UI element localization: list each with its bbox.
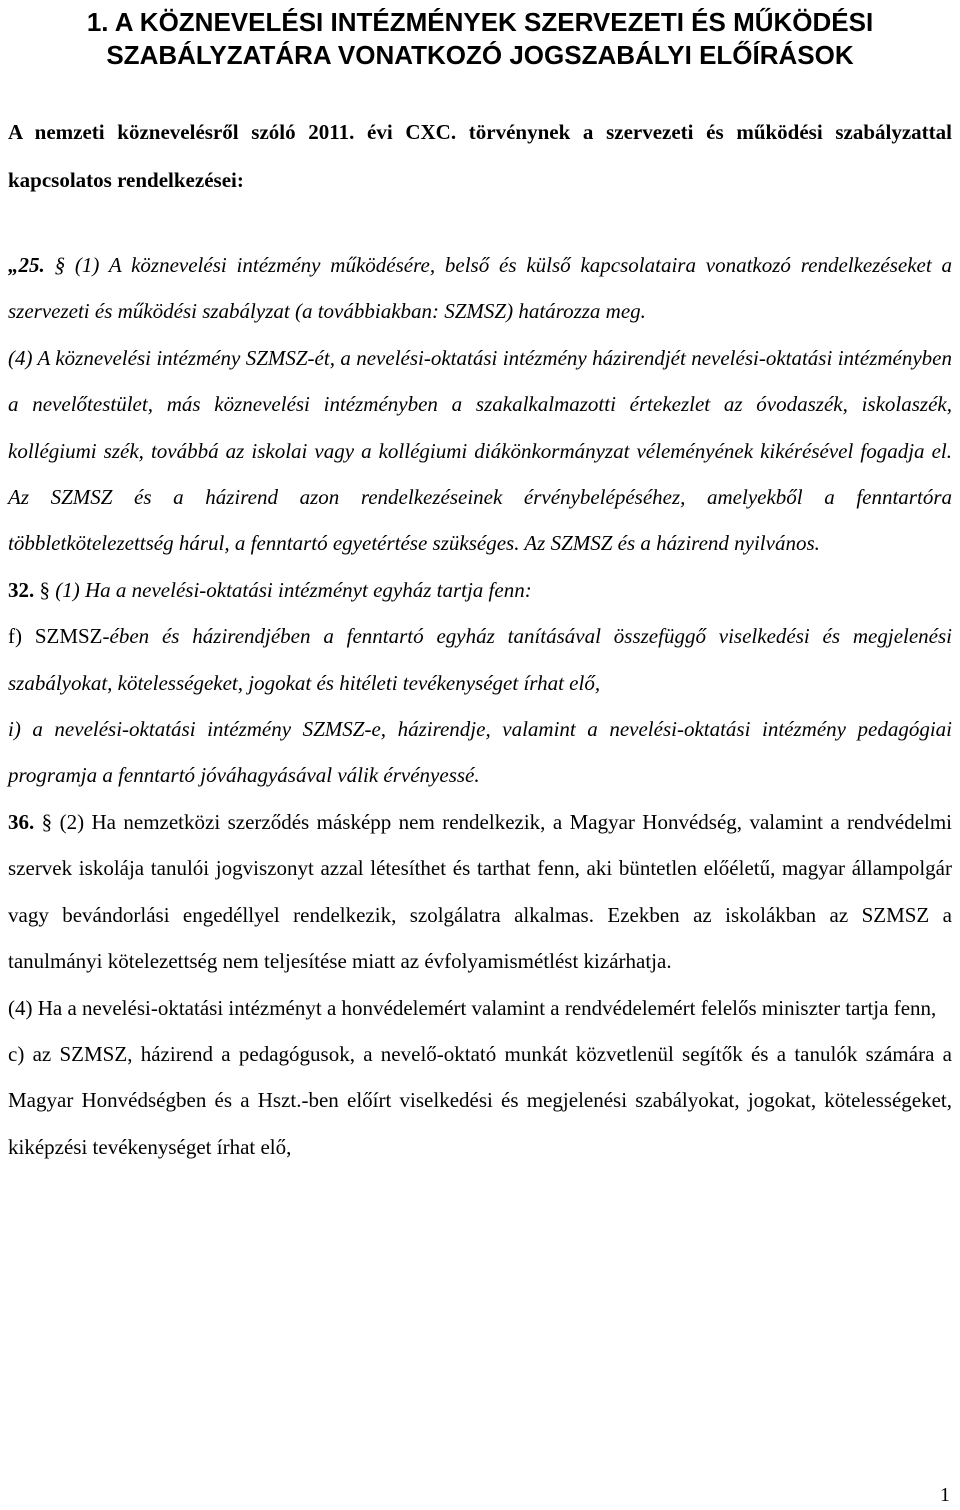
section-36-item-c: c) az SZMSZ, házirend a pedagógusok, a nevelő-oktató munkát közvetlenül segítők és a tanulók számára a Magyar Honvédségben és a Hszt.-ben előírt viselkedési és megjelenési szabályokat, jogokat, kötelességeket, kiképzési tevékenységet írhat elő, xyxy=(8,1041,952,1159)
section-25-number: „25. xyxy=(8,253,45,277)
section-32-mark: § xyxy=(39,577,50,602)
section-25-mark: § xyxy=(54,253,66,277)
intro-paragraph: A nemzeti köznevelésről szóló 2011. évi CXC. törvénynek a szervezeti és működési szabályzattal kapcsolatos rendelkezései: xyxy=(8,120,952,192)
section-36-mark: § xyxy=(41,809,53,834)
section-36-paragraph-2 xyxy=(8,799,952,985)
section-32-item-f-label: f) SZMSZ- xyxy=(8,624,110,649)
section-32-number: 32. xyxy=(8,577,35,602)
section-36-paragraph-4: (4) Ha a nevelési-oktatási intézményt a honvédelemért valamint a rendvédelemért felelős miniszter tartja fenn, xyxy=(8,995,937,1020)
section-25-paragraph-4: (4) A köznevelési intézmény SZMSZ-ét, a nevelési-oktatási intézmény házirendjét nevelési-oktatási intézményben a nevelőtestület, más köznevelési intézményben a szakalkalmazotti értekezlet az óvodaszék, iskolaszék, kollégiumi szék, továbbá az iskolai vagy a kollégiumi diákönkormányzat véleményének kikérésével fogadja el. Az SZMSZ és a házirend azon rendelkezéseinek érvénybelépéséhez, amelyekből a fenntartóra többletkötelezettség hárul, a fenntartó egyetértése szükséges. Az SZMSZ és a házirend nyilvános. xyxy=(8,345,952,556)
section-36-text-2: (2) Ha nemzetközi szerződés másképp nem rendelkezik, a Magyar Honvédség, valamint a rendvédelmi szervek iskolája tanulói jogviszonyt azzal létesíthet és tarthat fenn, aki büntetlen előéletű, magyar állampolgár vagy bevándorlási engedéllyel rendelkezik, szolgálatra alkalmas. Ezekben az iskolákban az SZMSZ a tanulmányi kötelezettség nem teljesítése miatt az évfolyamismétlést kizárhatja. xyxy=(8,809,953,974)
section-32-paragraph-1 xyxy=(8,567,952,613)
document-body xyxy=(8,242,952,1170)
section-32-text-1: (1) Ha a nevelési-oktatási intézményt egyház tartja fenn: xyxy=(55,577,532,602)
section-25-text-1: (1) A köznevelési intézmény működésére, belső és külső kapcsolataira vonatkozó rendelkezéseket a szervezeti és működési szabályzat (a továbbiakban: SZMSZ) határozza meg. xyxy=(8,253,953,324)
page-number: 1 xyxy=(940,1484,950,1506)
section-32-item-f xyxy=(8,613,952,706)
section-25-paragraph-1 xyxy=(8,242,952,335)
section-32-item-f-text: ében és házirendjében a fenntartó egyház tanításával összefüggő viselkedési és megjelenési szabályokat, kötelességeket, jogokat és hitéleti tevékenységet írhat elő, xyxy=(8,624,952,695)
section-32-item-i: i) a nevelési-oktatási intézmény SZMSZ-e, házirendje, valamint a nevelési-oktatási intézmény pedagógiai programja a fenntartó jóváhagyásával válik érvényessé. xyxy=(8,717,952,788)
section-36-number: 36. xyxy=(8,809,35,834)
page-title: 1. A KÖZNEVELÉSI INTÉZMÉNYEK SZERVEZETI ÉS MŰKÖDÉSI SZABÁLYZATÁRA VONATKOZÓ JOGSZABÁLYI ELŐÍRÁSOK xyxy=(86,7,874,70)
